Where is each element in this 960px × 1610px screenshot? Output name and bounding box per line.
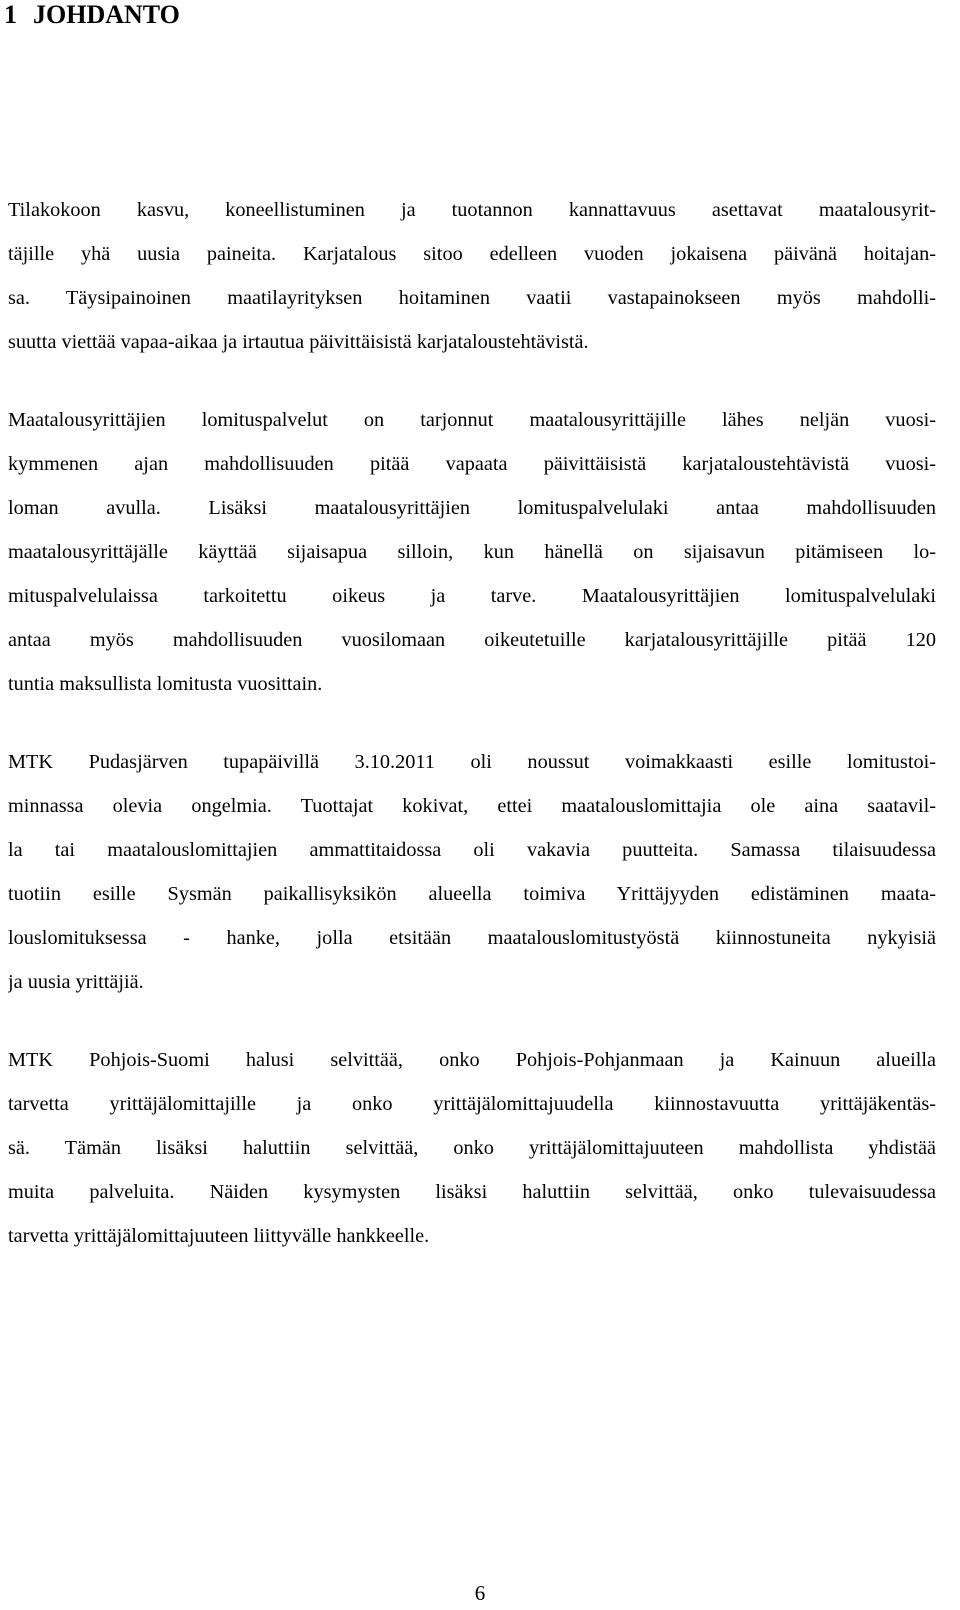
text-line: tuotiin esille Sysmän paikallisyksikön alueella toimiva Yrittäjyyden edistäminen maata- <box>8 883 936 905</box>
text-line: sa. Täysipainoinen maatilayrityksen hoitaminen vaatii vastapainokseen myös mahdolli- <box>8 287 936 309</box>
text-line: muita palveluita. Näiden kysymysten lisäksi haluttiin selvittää, onko tulevaisuudessa <box>8 1181 936 1203</box>
text-line: antaa myös mahdollisuuden vuosilomaan oikeutetuille karjatalousyrittäjille pitää 120 <box>8 629 936 651</box>
text-line: MTK Pudasjärven tupapäivillä 3.10.2011 oli noussut voimakkaasti esille lomitustoi- <box>8 751 936 773</box>
text-line: minnassa olevia ongelmia. Tuottajat kokivat, ettei maatalouslomittajia ole aina saatavil- <box>8 795 936 817</box>
chapter-heading <box>4 0 180 32</box>
chapter-title: JOHDANTO <box>33 0 180 29</box>
text-line: mituspalvelulaissa tarkoitettu oikeus ja tarve. Maatalousyrittäjien lomituspalvelulaki <box>8 585 936 607</box>
text-line: ja uusia yrittäjiä. <box>8 971 144 993</box>
text-line: suutta viettää vapaa-aikaa ja irtautua päivittäisistä karjataloustehtävistä. <box>8 331 589 353</box>
text-line: Tilakokoon kasvu, koneellistuminen ja tuotannon kannattavuus asettavat maatalousyrit- <box>8 199 936 221</box>
text-line: tuntia maksullista lomitusta vuosittain. <box>8 673 323 695</box>
text-line: Maatalousyrittäjien lomituspalvelut on tarjonnut maatalousyrittäjille lähes neljän vuosi- <box>8 409 936 431</box>
text-line: tarvetta yrittäjälomittajille ja onko yrittäjälomittajuudella kiinnostavuutta yrittäjäkentäs- <box>8 1093 936 1115</box>
text-line: loman avulla. Lisäksi maatalousyrittäjien lomituspalvelulaki antaa mahdollisuuden <box>8 497 936 519</box>
text-line: tarvetta yrittäjälomittajuuteen liittyvälle hankkeelle. <box>8 1225 430 1247</box>
text-line: täjille yhä uusia paineita. Karjatalous sitoo edelleen vuoden jokaisena päivänä hoitajan- <box>8 243 936 265</box>
text-line: MTK Pohjois-Suomi halusi selvittää, onko Pohjois-Pohjanmaan ja Kainuun alueilla <box>8 1049 936 1071</box>
text-line: la tai maatalouslomittajien ammattitaidossa oli vakavia puutteita. Samassa tilaisuudessa <box>8 839 936 861</box>
page-number: 6 <box>474 1581 486 1605</box>
text-line: kymmenen ajan mahdollisuuden pitää vapaata päivittäisistä karjataloustehtävistä vuosi- <box>8 453 936 475</box>
text-line: louslomituksessa - hanke, jolla etsitään maatalouslomitustyöstä kiinnostuneita nykyisiä <box>8 927 936 949</box>
chapter-number: 1 <box>4 0 17 29</box>
text-line: maatalousyrittäjälle käyttää sijaisapua silloin, kun hänellä on sijaisavun pitämiseen lo- <box>8 541 936 563</box>
text-line: sä. Tämän lisäksi haluttiin selvittää, onko yrittäjälomittajuuteen mahdollista yhdistää <box>8 1137 936 1159</box>
